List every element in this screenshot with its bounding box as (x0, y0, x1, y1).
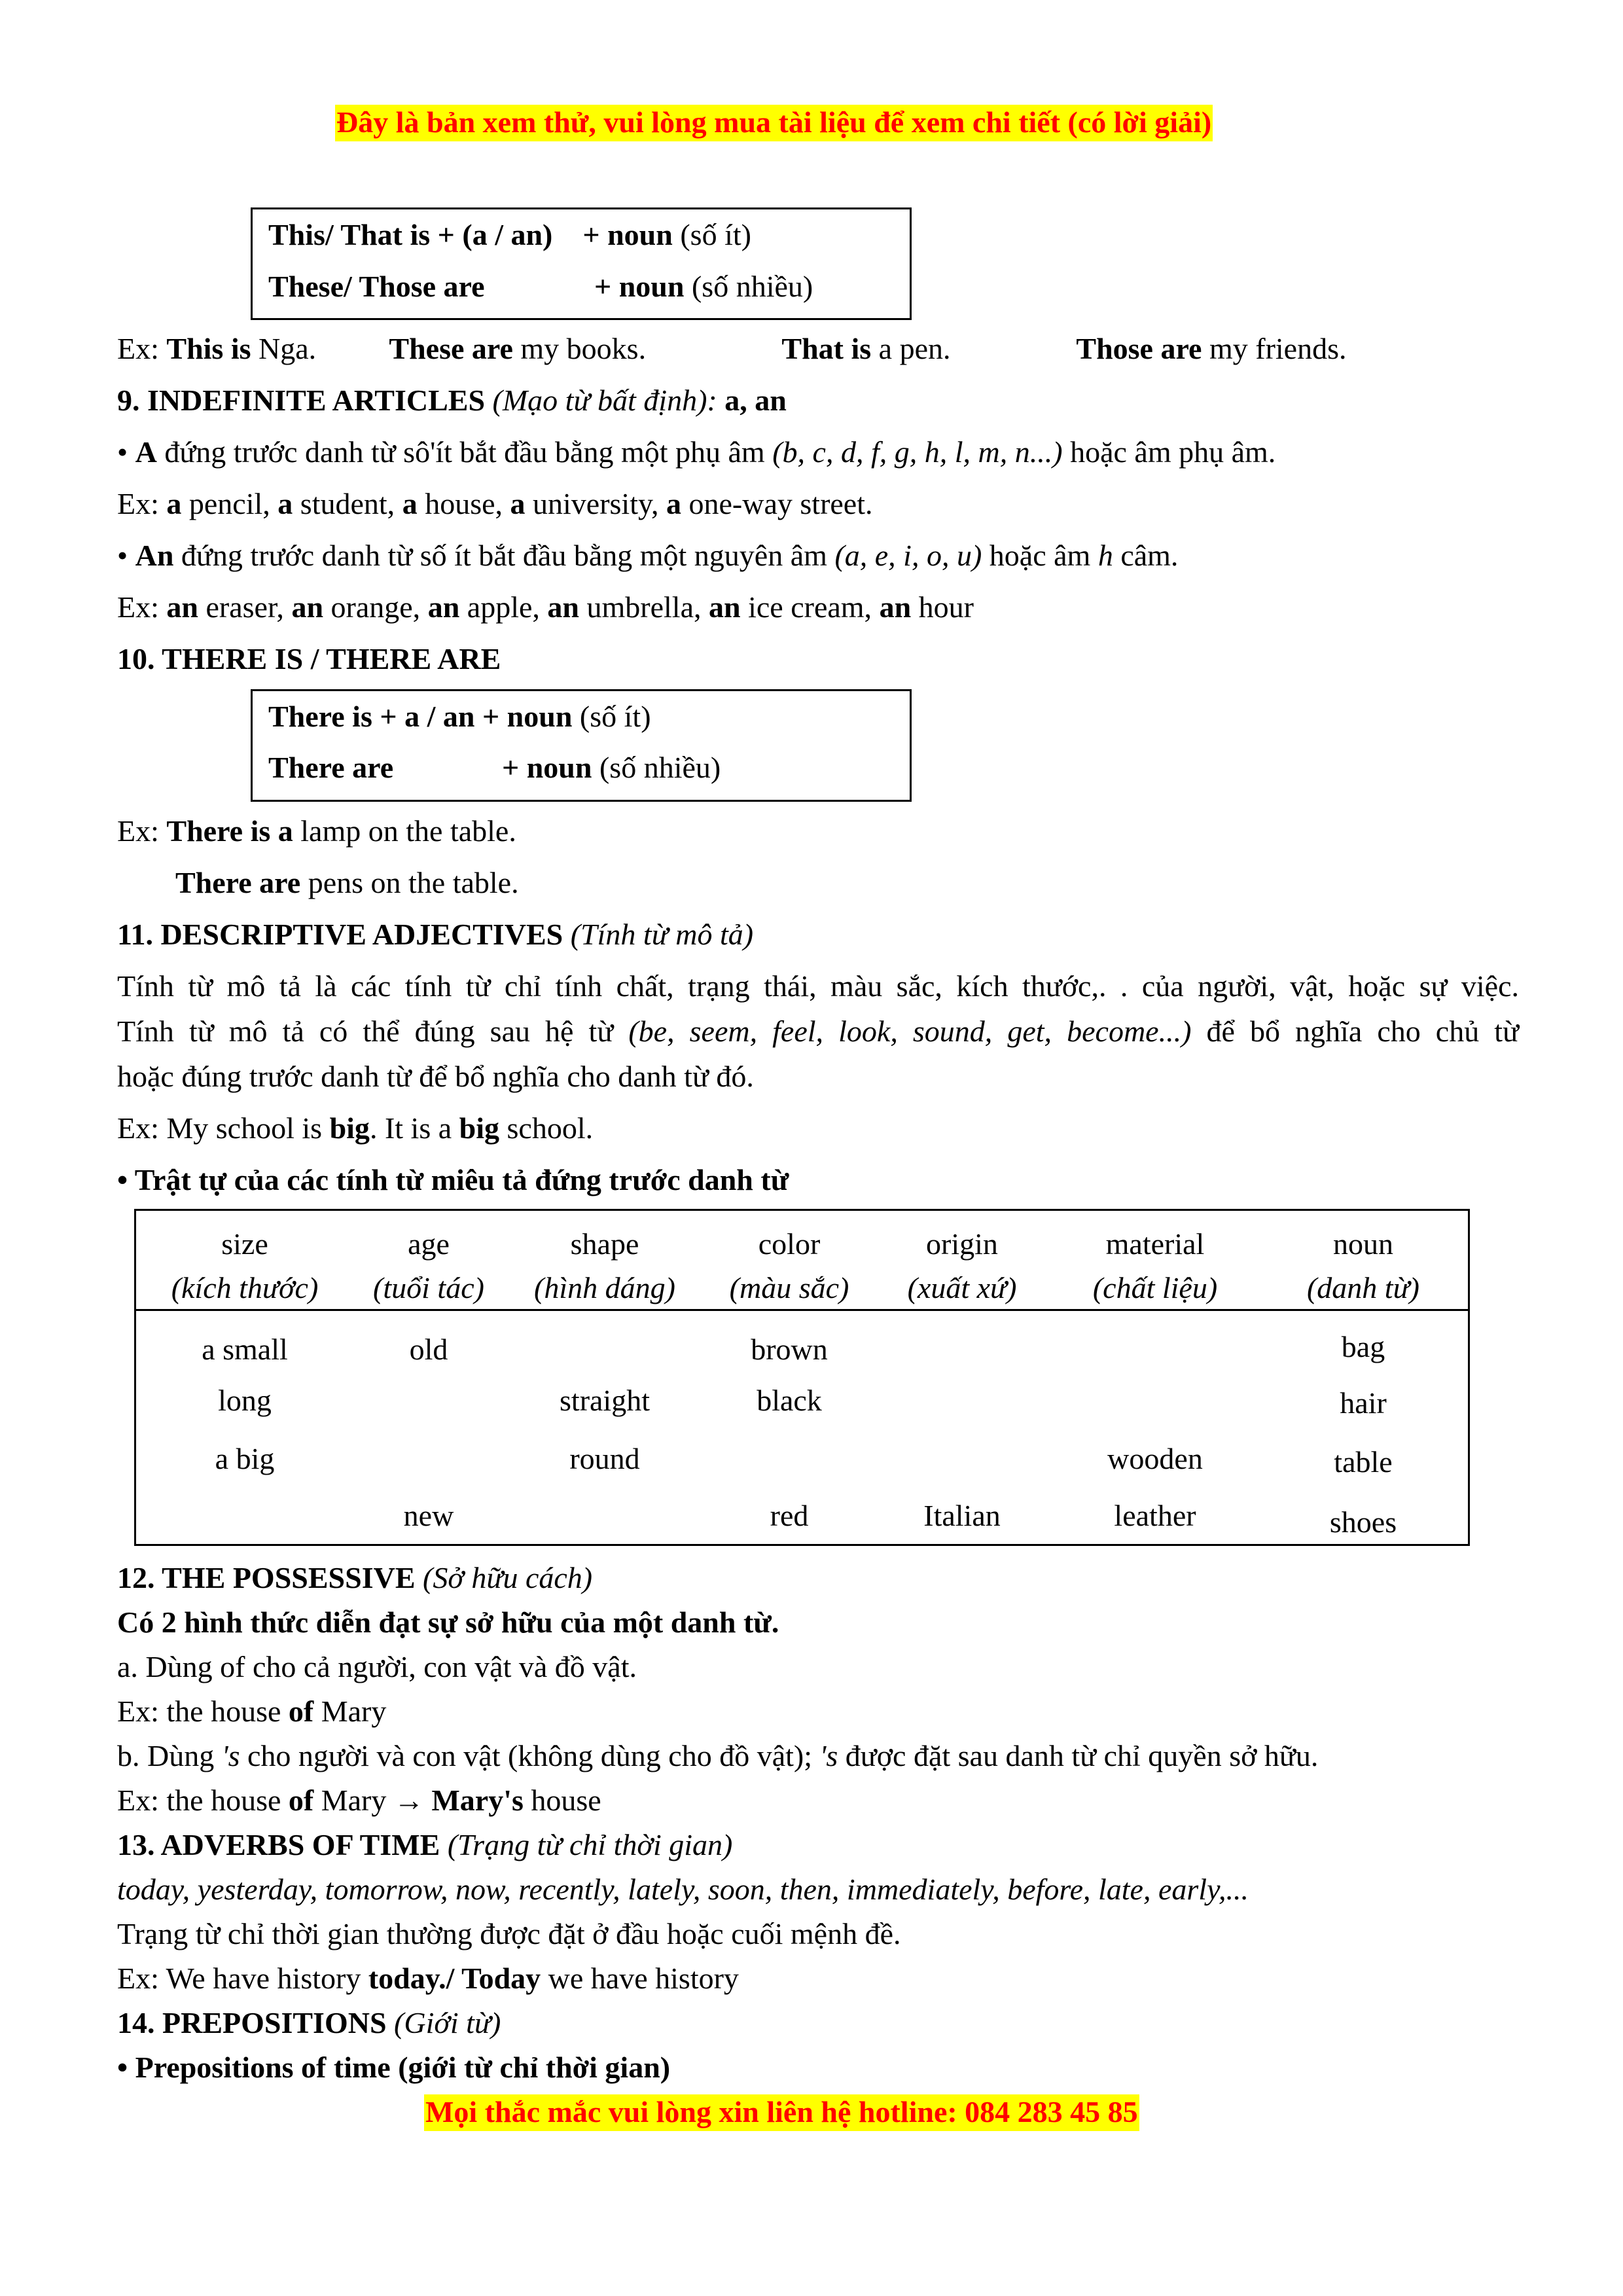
rule-suffix: 's (819, 1739, 838, 1772)
section-title: 11. DESCRIPTIVE ADJECTIVES (117, 918, 563, 951)
example-rest: lamp on the table. (300, 814, 516, 848)
example-bold: Those are (1076, 332, 1202, 365)
examples-a (117, 489, 873, 519)
example-bold: a (402, 487, 418, 520)
example-rest: apple, (467, 590, 540, 624)
hotline-banner: Mọi thắc mắc vui lòng xin liên hệ hotline: 084 283 45 85 (424, 2094, 1139, 2131)
ex-label: Ex: (117, 487, 159, 520)
example-rest: student, (300, 487, 395, 520)
example-rest: pens on the table. (308, 866, 519, 899)
formula-row-plural (268, 753, 721, 783)
example-bold: That is (781, 332, 872, 365)
table-cell: brown (751, 1333, 828, 1366)
example-bold: an (291, 590, 324, 624)
example-item (1076, 332, 1346, 365)
example-text: Ex: the house (117, 1784, 281, 1817)
example-item (166, 334, 389, 364)
example-rest: a pen. (878, 332, 951, 365)
table-cell: black (757, 1384, 822, 1417)
example-rest: university, (533, 487, 659, 520)
formula-row-plural (268, 272, 813, 302)
rule-text: cho người và con vật (không dùng cho đồ vật); (247, 1739, 813, 1772)
example-text: Ex: My school is (117, 1111, 323, 1145)
example-text: Ex: We have history (117, 1962, 361, 1995)
example-text: school. (507, 1111, 594, 1145)
example-rest: ice cream, (748, 590, 872, 624)
rule-text: đứng trước danh từ số ít bắt đầu bằng một nguyên âm (181, 539, 827, 572)
adverbs-list: today, yesterday, tomorrow, now, recently, lately, soon, then, immediately, before, late, early,... (117, 1873, 1249, 1906)
example-text: we have history (548, 1962, 739, 1995)
table-header-vi: (xuất xứ) (907, 1271, 1017, 1304)
example-rest: one-way street. (688, 487, 873, 520)
rule-an (117, 541, 1178, 571)
section-subtitle: (Giới từ) (394, 2006, 501, 2039)
section-title: 12. THE POSSESSIVE (117, 1561, 416, 1594)
examples-an (117, 592, 974, 622)
arrow-right-icon: → (393, 1784, 424, 1817)
example-bold: an (427, 590, 460, 624)
prepositions-of-time-heading: • Prepositions of time (giới từ chỉ thời gian) (117, 2051, 671, 2084)
example-item (389, 334, 781, 364)
rule-examples: (a, e, i, o, u) (834, 539, 982, 572)
table-cell: leather (1114, 1499, 1196, 1532)
table-header-en: material (1105, 1227, 1205, 1261)
adjective-order-table (134, 1209, 1470, 1546)
section-11-heading (117, 920, 753, 950)
rule-end: hoặc âm phụ âm. (1070, 435, 1276, 469)
section-10-heading: 10. THERE IS / THERE ARE (117, 642, 501, 675)
section-subtitle: (Tính từ mô tả) (570, 918, 754, 951)
example-rest: hour (918, 590, 974, 624)
table-header-en: shape (570, 1227, 639, 1261)
table-cell-noun: bag (1341, 1330, 1385, 1363)
table-header-vi: (hình dáng) (534, 1271, 675, 1304)
table-header-vi: (danh từ) (1306, 1271, 1420, 1304)
section-tail: a, an (724, 384, 787, 417)
table-header-en: size (221, 1227, 268, 1261)
example-text: Mary (321, 1695, 387, 1728)
section-title: 9. INDEFINITE ARTICLES (117, 384, 486, 417)
table-header-en: age (408, 1227, 450, 1261)
preview-notice-banner: Đây là bản xem thử, vui lòng mua tài liệu để xem chi tiết (có lời giải) (335, 105, 1213, 141)
example-bold: There is a (166, 814, 293, 848)
table-cell: long (218, 1384, 272, 1417)
ex-label: Ex: (117, 332, 159, 365)
example-text: house (531, 1784, 601, 1817)
example-bold: big (329, 1111, 370, 1145)
formula-note: (số nhiều) (599, 751, 721, 784)
table-header-vi: (màu sắc) (729, 1271, 849, 1304)
example-text: . It is a (369, 1111, 452, 1145)
example-rest: house, (425, 487, 503, 520)
example-bold: a (166, 487, 182, 520)
example-rest: my books. (520, 332, 647, 365)
table-cell: wooden (1107, 1442, 1203, 1475)
section-14-heading (117, 2008, 501, 2038)
example-there-is (117, 816, 516, 846)
formula-note: (số ít) (680, 218, 751, 251)
example-bold: an (709, 590, 741, 624)
example-bold: Mary's (431, 1784, 524, 1817)
table-cell-noun: hair (1340, 1386, 1387, 1420)
example-bold: There are (175, 866, 301, 899)
formula-subject: These/ Those are (268, 270, 485, 303)
example-big (117, 1113, 593, 1143)
formula-note: (số nhiều) (691, 270, 813, 303)
example-rest: pencil, (188, 487, 270, 520)
possessive-example-a (117, 1696, 386, 1727)
possessive-rule-a: a. Dùng of cho cả người, con vật và đồ vật. (117, 1650, 637, 1683)
example-bold: a (277, 487, 293, 520)
rule-text: được đặt sau danh từ chỉ quyền sở hữu. (845, 1739, 1319, 1772)
table-header-vi: (chất liệu) (1092, 1271, 1218, 1304)
possessive-intro: Có 2 hình thức diễn đạt sự sở hữu của một danh từ. (117, 1605, 779, 1639)
adverbs-example (117, 1964, 739, 1994)
table-header-vi: (kích thước) (171, 1271, 319, 1304)
ex-label: Ex: (117, 814, 159, 848)
table-cell: new (403, 1499, 454, 1532)
table-header-en: noun (1333, 1227, 1393, 1261)
example-bold: a (510, 487, 526, 520)
formula-note: (số ít) (579, 700, 651, 733)
example-bold: These are (389, 332, 513, 365)
table-cell: a small (202, 1333, 288, 1366)
rule-suffix: 's (221, 1739, 240, 1772)
adjective-order-heading: • Trật tự của các tính từ miêu tả đứng trước danh từ (117, 1163, 789, 1196)
section-title: 13. ADVERBS OF TIME (117, 1828, 440, 1861)
possessive-rule-b (117, 1741, 1318, 1771)
example-rest: orange, (330, 590, 421, 624)
example-bold: today./ Today (368, 1962, 541, 1995)
rule-word: An (135, 539, 174, 572)
formula-row-singular (268, 702, 651, 732)
paragraph-text: Tính từ mô tả có thể đúng sau hệ từ (117, 1014, 614, 1048)
paragraph-line: Tính từ mô tả là các tính từ chỉ tính chất, trạng thái, màu sắc, kích thước,. . của người, vật, hoặc sự việc. (117, 969, 1519, 1003)
table-header-divider (136, 1309, 1468, 1311)
paragraph-verbs: (be, seem, feel, look, sound, get, become...) (628, 1014, 1192, 1048)
example-bold: big (459, 1111, 500, 1145)
paragraph-text: để bổ nghĩa cho chủ từ (1206, 1014, 1520, 1048)
example-bold: an (547, 590, 579, 624)
table-cell-noun: shoes (1329, 1505, 1397, 1539)
section-subtitle: (Trạng từ chỉ thời gian) (447, 1828, 733, 1861)
example-text: Ex: the house (117, 1695, 281, 1728)
formula-noun: + noun (594, 270, 685, 303)
section-subtitle: (Mạo từ bất định): (492, 384, 717, 417)
rule-end: câm. (1120, 539, 1179, 572)
section-13-heading (117, 1830, 732, 1860)
rule-text: b. Dùng (117, 1739, 215, 1772)
adverbs-note: Trạng từ chỉ thời gian thường được đặt ở đầu hoặc cuối mệnh đề. (117, 1917, 901, 1950)
example-text: Mary (321, 1784, 387, 1817)
formula-row-singular (268, 220, 751, 250)
bullet-icon: • (117, 539, 128, 572)
rule-text: đứng trước danh từ sô'ít bắt đầu bằng một phụ âm (164, 435, 765, 469)
example-bold: This is (166, 332, 251, 365)
table-cell: straight (560, 1384, 650, 1417)
rule-examples: (b, c, d, f, g, h, l, m, n...) (772, 435, 1063, 469)
table-cell: Italian (923, 1499, 1001, 1532)
example-bold: of (288, 1784, 314, 1817)
formula-noun: + noun (502, 751, 592, 784)
table-cell: round (569, 1442, 640, 1475)
bullet-icon: • (117, 435, 128, 469)
table-header-vi: (tuổi tác) (373, 1271, 484, 1304)
example-bold: of (288, 1695, 314, 1728)
example-item (781, 334, 1076, 364)
formula-subject: There are (268, 751, 394, 784)
example-bold: a (666, 487, 682, 520)
table-cell: old (409, 1333, 448, 1366)
rule-h: h (1097, 539, 1113, 572)
rule-mid: hoặc âm (989, 539, 1091, 572)
paragraph-line: hoặc đúng trước danh từ để bổ nghĩa cho danh từ đó. (117, 1060, 754, 1093)
example-rest: umbrella, (586, 590, 702, 624)
rule-a (117, 437, 1275, 467)
example-rest: my friends. (1209, 332, 1347, 365)
table-header-en: origin (926, 1227, 998, 1261)
table-cell: red (770, 1499, 809, 1532)
formula-noun: + noun (482, 700, 573, 733)
rule-word: A (135, 435, 157, 469)
table-cell-noun: table (1334, 1445, 1393, 1479)
formula-subject: This/ That is + (a / an) (268, 218, 553, 251)
example-bold: an (879, 590, 912, 624)
possessive-example-b (117, 1785, 601, 1816)
example-there-are (175, 868, 519, 898)
table-header-en: color (758, 1227, 821, 1261)
section-12-heading (117, 1563, 592, 1593)
paragraph-line (117, 1016, 1519, 1047)
section-subtitle: (Sở hữu cách) (423, 1561, 593, 1594)
ex-label: Ex: (117, 590, 159, 624)
formula-subject: There is + a / an (268, 700, 475, 733)
example-line-this-these (117, 334, 1347, 364)
example-rest: Nga. (259, 332, 317, 365)
section-9-heading (117, 386, 787, 416)
section-title: 14. PREPOSITIONS (117, 2006, 387, 2039)
table-cell: a big (215, 1442, 275, 1475)
example-bold: an (166, 590, 198, 624)
example-rest: eraser, (205, 590, 284, 624)
formula-noun: + noun (582, 218, 673, 251)
